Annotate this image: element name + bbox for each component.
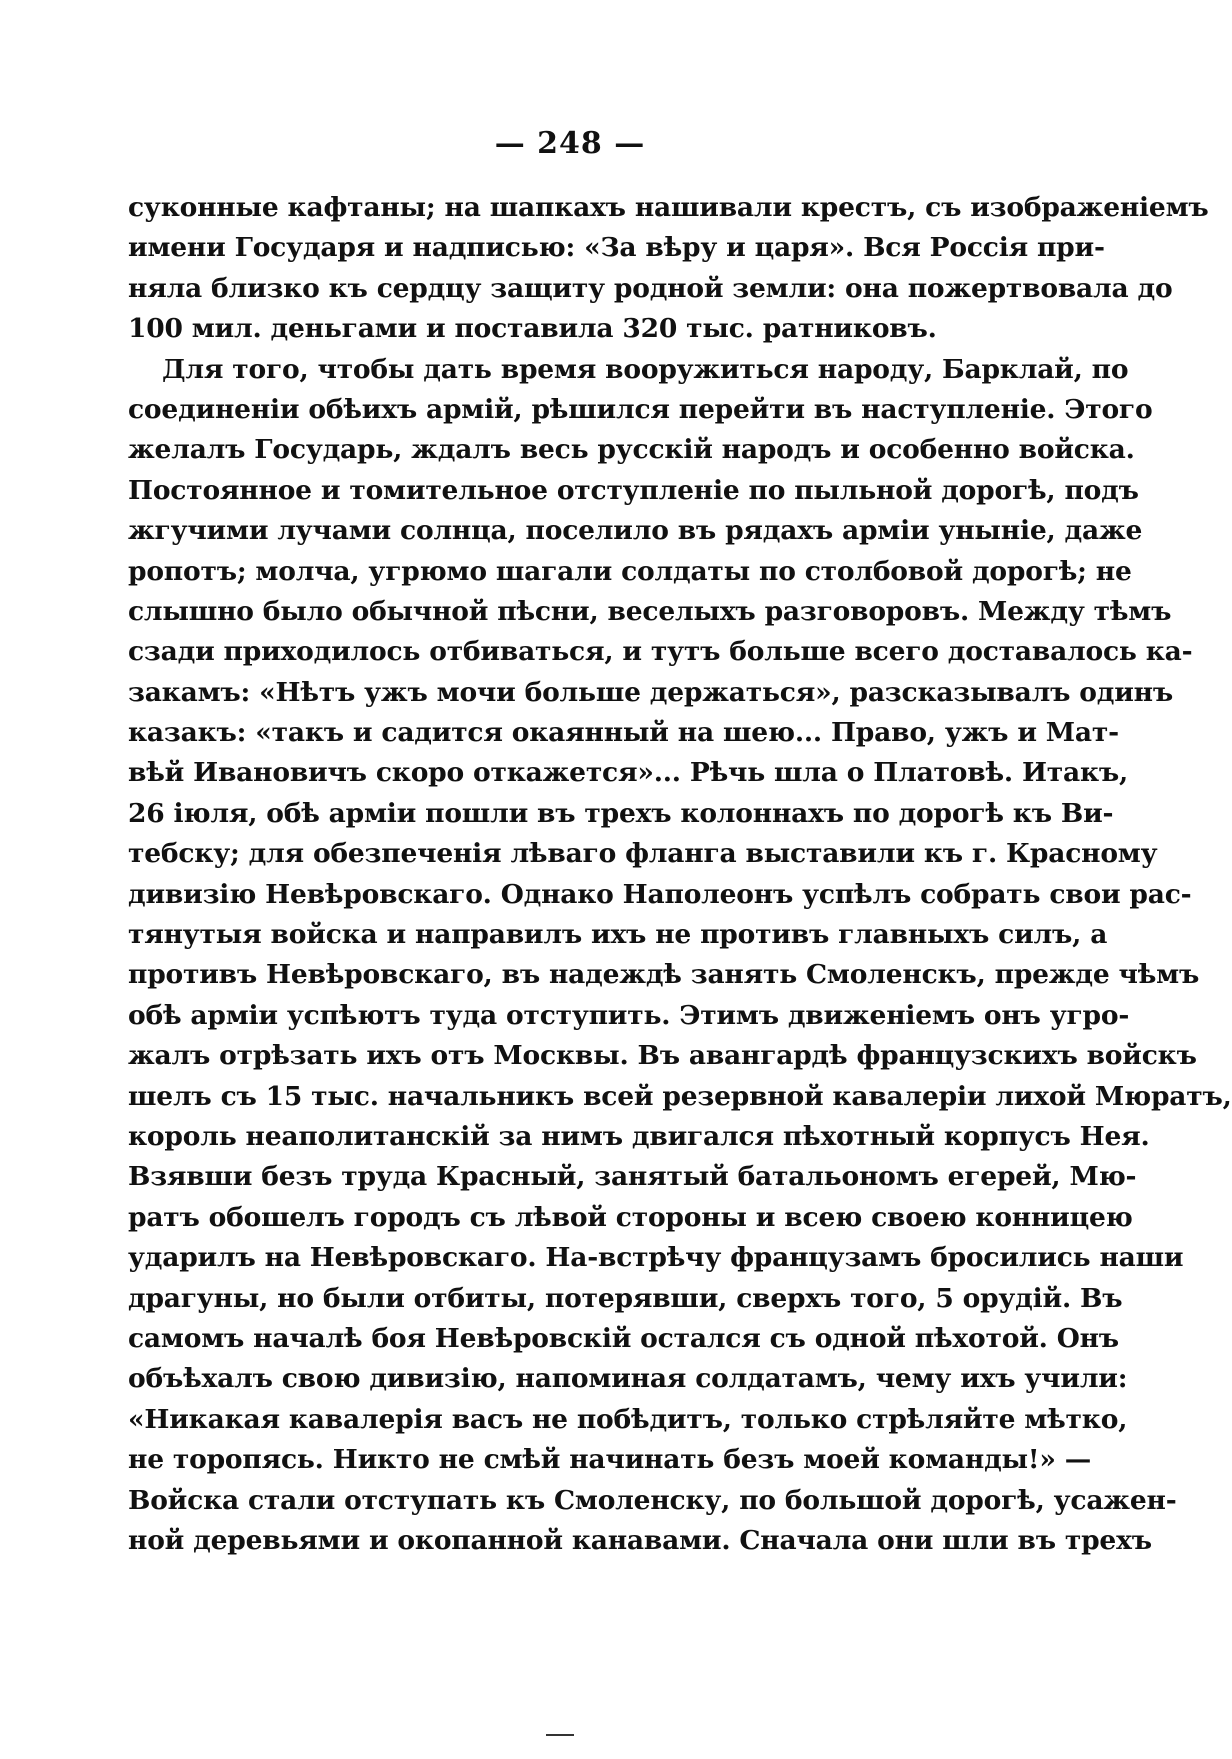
text-line: 26 іюля, обѣ арміи пошли въ трехъ колоннахъ по дорогѣ къ Ви- — [128, 797, 1114, 829]
text-line: король неаполитанскій за нимъ двигался пѣхотный корпусъ Нея. — [128, 1120, 1150, 1152]
text-line: закамъ: «Нѣтъ ужъ мочи больше держаться», разсказывалъ одинъ — [128, 676, 1173, 708]
body-text — [128, 188, 1232, 1561]
text-line: обѣ арміи успѣютъ туда отступить. Этимъ движеніемъ онъ угро- — [128, 999, 1130, 1031]
text-line: 100 мил. деньгами и поставила 320 тыс. ратниковъ. — [128, 313, 937, 345]
text-line: дивизію Невѣровскаго. Однако Наполеонъ успѣлъ собрать свои рас- — [128, 878, 1192, 910]
text-line: Для того, чтобы дать время вооружиться народу, Барклай, по — [162, 353, 1129, 385]
text-line: тянутыя войска и направилъ ихъ не противъ главныхъ силъ, а — [128, 919, 1108, 951]
text-line: не торопясь. Никто не смѣй начинать безъ моей команды!» — — [128, 1444, 1092, 1476]
text-line: Постоянное и томительное отступленіе по пыльной дорогѣ, подъ — [128, 474, 1139, 506]
text-line: шелъ съ 15 тыс. начальникъ всей резервной кавалеріи лихой Мюратъ, — [128, 1080, 1232, 1112]
text-line: имени Государя и надписью: «За вѣру и царя». Вся Россія при- — [128, 232, 1105, 264]
text-line: ной деревьями и окопанной канавами. Сначала они шли въ трехъ — [128, 1524, 1152, 1556]
text-line: Войска стали отступать къ Смоленску, по большой дорогѣ, усажен- — [128, 1484, 1177, 1516]
text-line: казакъ: «такъ и садится окаянный на шею... Право, ужъ и Мат- — [128, 717, 1119, 749]
text-line: няла близко къ сердцу защиту родной земли: она пожертвовала до — [128, 272, 1173, 304]
text-line: ратъ обошелъ городъ съ лѣвой стороны и всею своею конницею — [128, 1201, 1133, 1233]
text-line: суконные кафтаны; на шапкахъ нашивали крестъ, съ изображеніемъ — [128, 192, 1209, 223]
text-line: вѣй Ивановичъ скоро откажется»... Рѣчь шла о Платовѣ. Итакъ, — [128, 757, 1129, 789]
page-number: — 248 — — [494, 126, 646, 161]
text-line: ударилъ на Невѣровскаго. На-встрѣчу французамъ бросились наши — [128, 1242, 1184, 1274]
text-line: противъ Невѣровскаго, въ надеждѣ занять Смоленскъ, прежде чѣмъ — [128, 959, 1200, 991]
text-line: тебску; для обезпеченія лѣваго фланга выставили къ г. Красному — [128, 838, 1158, 870]
text-line: жалъ отрѣзать ихъ отъ Москвы. Въ авангардѣ французскихъ войскъ — [128, 1040, 1197, 1072]
text-line: драгуны, но были отбиты, потерявши, сверхъ того, 5 орудій. Въ — [128, 1282, 1123, 1314]
text-line: слышно было обычной пѣсни, веселыхъ разговоровъ. Между тѣмъ — [128, 595, 1172, 627]
text-line: жгучими лучами солнца, поселило въ рядахъ арміи уныніе, даже — [128, 515, 1143, 547]
text-line: Взявши безъ труда Красный, занятый батальономъ егерей, Мю- — [128, 1161, 1137, 1193]
text-line: самомъ началѣ боя Невѣровскій остался съ одной пѣхотой. Онъ — [128, 1322, 1119, 1354]
text-line: ропотъ; молча, угрюмо шагали солдаты по столбовой дорогѣ; не — [128, 555, 1132, 587]
text-line: желалъ Государь, ждалъ весь русскій народъ и особенно войска. — [128, 434, 1135, 466]
text-line: «Никакая кавалерія васъ не побѣдитъ, только стрѣляйте мѣтко, — [128, 1403, 1128, 1435]
footer-rule — [546, 1734, 574, 1736]
text-line: объѣхалъ свою дивизію, напоминая солдатамъ, чему ихъ учили: — [128, 1363, 1128, 1395]
text-line: соединеніи обѣихъ армій, рѣшился перейти въ наступленіе. Этого — [128, 393, 1153, 425]
text-line: сзади приходилось отбиваться, и тутъ больше всего доставалось ка- — [128, 636, 1193, 668]
